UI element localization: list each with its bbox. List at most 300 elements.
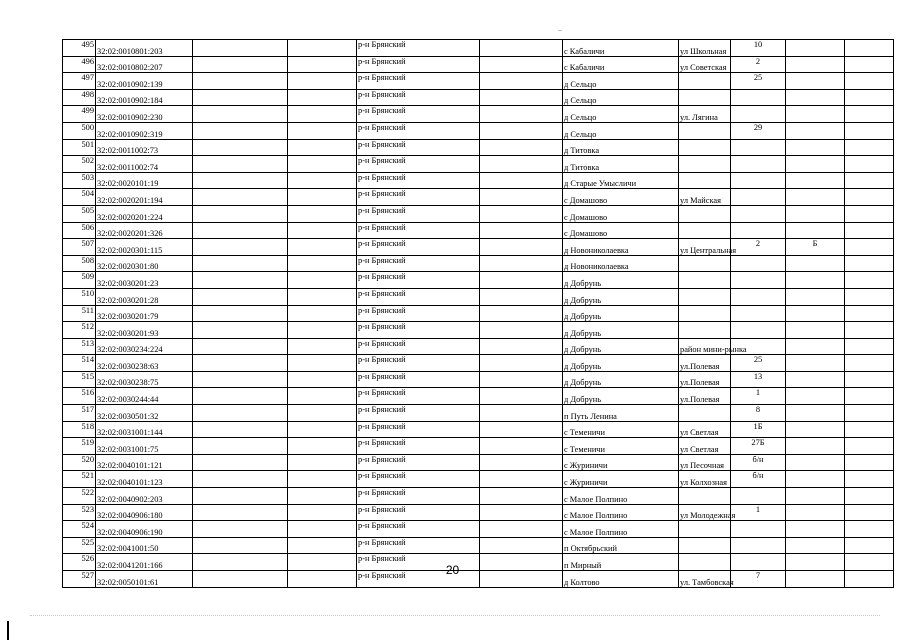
district-cell: р-н Брянский <box>357 122 480 139</box>
empty-cell <box>480 454 563 471</box>
empty-cell <box>845 156 894 173</box>
locality-cell: д Новониколаевка <box>563 239 679 256</box>
empty-cell <box>193 388 288 405</box>
house-number-cell: 25 <box>731 73 786 90</box>
row-number: 527 <box>63 571 96 588</box>
empty-cell <box>288 272 357 289</box>
cadastral-number: 32:02:0010801:203 <box>96 40 193 57</box>
empty-cell <box>480 355 563 372</box>
empty-cell <box>193 405 288 422</box>
empty-cell <box>480 189 563 206</box>
district-cell: р-н Брянский <box>357 371 480 388</box>
house-number-cell <box>731 322 786 339</box>
house-number-cell: 13 <box>731 371 786 388</box>
empty-cell <box>480 405 563 422</box>
empty-cell <box>480 504 563 521</box>
locality-cell: д Титовка <box>563 156 679 173</box>
row-number: 514 <box>63 355 96 372</box>
cadastral-number: 32:02:0030244:44 <box>96 388 193 405</box>
street-cell <box>679 73 731 90</box>
empty-cell <box>193 272 288 289</box>
scan-artifact <box>558 30 562 31</box>
locality-cell: д Добрунь <box>563 322 679 339</box>
empty-cell <box>288 371 357 388</box>
table-row <box>63 106 894 123</box>
empty-cell <box>288 454 357 471</box>
row-number: 498 <box>63 89 96 106</box>
locality-cell: с Малое Полпино <box>563 488 679 505</box>
locality-cell: с Теменичи <box>563 421 679 438</box>
district-cell: р-н Брянский <box>357 172 480 189</box>
empty-cell <box>288 338 357 355</box>
locality-cell: д Сельцо <box>563 122 679 139</box>
empty-cell <box>480 239 563 256</box>
page-number: 20 <box>445 563 460 577</box>
district-cell: р-н Брянский <box>357 40 480 57</box>
table-row <box>63 355 894 372</box>
street-cell <box>679 222 731 239</box>
house-number-cell <box>731 205 786 222</box>
row-number: 503 <box>63 172 96 189</box>
row-number: 522 <box>63 488 96 505</box>
empty-cell <box>288 288 357 305</box>
empty-cell <box>288 73 357 90</box>
empty-cell <box>845 405 894 422</box>
empty-cell <box>288 305 357 322</box>
house-letter-cell <box>786 288 845 305</box>
empty-cell <box>288 122 357 139</box>
locality-cell: д Добрунь <box>563 371 679 388</box>
row-number: 521 <box>63 471 96 488</box>
street-cell <box>679 488 731 505</box>
empty-cell <box>845 388 894 405</box>
scan-artifact-line <box>30 615 880 617</box>
empty-cell <box>193 471 288 488</box>
cadastral-number: 32:02:0050101:61 <box>96 571 193 588</box>
empty-cell <box>288 172 357 189</box>
street-cell <box>679 322 731 339</box>
row-number: 504 <box>63 189 96 206</box>
registry-table-body <box>63 40 894 588</box>
empty-cell <box>288 405 357 422</box>
street-cell: ул Школьная <box>679 40 731 57</box>
empty-cell <box>480 255 563 272</box>
empty-cell <box>845 537 894 554</box>
empty-cell <box>845 172 894 189</box>
empty-cell <box>480 305 563 322</box>
house-number-cell: 27Б <box>731 438 786 455</box>
house-number-cell: 1 <box>731 388 786 405</box>
street-cell <box>679 288 731 305</box>
locality-cell: д Сельцо <box>563 89 679 106</box>
table-row <box>63 222 894 239</box>
empty-cell <box>480 106 563 123</box>
locality-cell: п Путь Ленина <box>563 405 679 422</box>
cadastral-number: 32:02:0011002:73 <box>96 139 193 156</box>
locality-cell: д Добрунь <box>563 272 679 289</box>
district-cell: р-н Брянский <box>357 239 480 256</box>
empty-cell <box>288 189 357 206</box>
house-letter-cell <box>786 40 845 57</box>
locality-cell: п Октябрьский <box>563 537 679 554</box>
house-letter-cell <box>786 139 845 156</box>
house-letter-cell <box>786 56 845 73</box>
street-cell: ул. Лягина <box>679 106 731 123</box>
empty-cell <box>193 371 288 388</box>
empty-cell <box>288 156 357 173</box>
empty-cell <box>845 272 894 289</box>
cadastral-number: 32:02:0010902:319 <box>96 122 193 139</box>
empty-cell <box>288 421 357 438</box>
house-letter-cell <box>786 322 845 339</box>
empty-cell <box>480 40 563 57</box>
empty-cell <box>193 355 288 372</box>
district-cell: р-н Брянский <box>357 338 480 355</box>
district-cell: р-н Брянский <box>357 388 480 405</box>
locality-cell: д Добрунь <box>563 305 679 322</box>
empty-cell <box>480 156 563 173</box>
cadastral-number: 32:02:0030201:23 <box>96 272 193 289</box>
empty-cell <box>193 156 288 173</box>
house-letter-cell <box>786 272 845 289</box>
empty-cell <box>193 89 288 106</box>
row-number: 507 <box>63 239 96 256</box>
empty-cell <box>288 139 357 156</box>
locality-cell: с Домашово <box>563 222 679 239</box>
empty-cell <box>288 322 357 339</box>
house-letter-cell <box>786 106 845 123</box>
row-number: 509 <box>63 272 96 289</box>
house-number-cell <box>731 222 786 239</box>
empty-cell <box>480 222 563 239</box>
cadastral-number: 32:02:0040902:203 <box>96 488 193 505</box>
house-number-cell: 10 <box>731 40 786 57</box>
empty-cell <box>480 537 563 554</box>
house-letter-cell <box>786 189 845 206</box>
house-letter-cell <box>786 388 845 405</box>
house-letter-cell <box>786 371 845 388</box>
street-cell: ул Молодежная <box>679 504 731 521</box>
house-number-cell: 29 <box>731 122 786 139</box>
empty-cell <box>845 40 894 57</box>
cadastral-number: 32:02:0030234:224 <box>96 338 193 355</box>
cadastral-number: 32:02:0031001:75 <box>96 438 193 455</box>
empty-cell <box>480 471 563 488</box>
empty-cell <box>480 89 563 106</box>
empty-cell <box>845 322 894 339</box>
street-cell: ул Светлая <box>679 421 731 438</box>
empty-cell <box>193 172 288 189</box>
cadastral-number: 32:02:0010902:139 <box>96 73 193 90</box>
empty-cell <box>193 504 288 521</box>
district-cell: р-н Брянский <box>357 405 480 422</box>
district-cell: р-н Брянский <box>357 471 480 488</box>
cadastral-number: 32:02:0020201:224 <box>96 205 193 222</box>
district-cell: р-н Брянский <box>357 288 480 305</box>
house-number-cell <box>731 488 786 505</box>
empty-cell <box>845 521 894 538</box>
street-cell <box>679 172 731 189</box>
table-row <box>63 322 894 339</box>
empty-cell <box>480 272 563 289</box>
row-number: 516 <box>63 388 96 405</box>
district-cell: р-н Брянский <box>357 139 480 156</box>
house-number-cell <box>731 288 786 305</box>
empty-cell <box>480 322 563 339</box>
house-letter-cell <box>786 488 845 505</box>
empty-cell <box>480 56 563 73</box>
locality-cell: д Добрунь <box>563 338 679 355</box>
house-number-cell <box>731 89 786 106</box>
house-number-cell <box>731 537 786 554</box>
cadastral-number: 32:02:0020201:194 <box>96 189 193 206</box>
empty-cell <box>480 139 563 156</box>
empty-cell <box>193 40 288 57</box>
house-number-cell: 7 <box>731 571 786 588</box>
house-letter-cell <box>786 255 845 272</box>
empty-cell <box>193 73 288 90</box>
house-letter-cell <box>786 521 845 538</box>
empty-cell <box>288 388 357 405</box>
registry-table-container <box>62 39 850 588</box>
street-cell: ул Колхозная <box>679 471 731 488</box>
table-row <box>63 338 894 355</box>
locality-cell: д Добрунь <box>563 388 679 405</box>
locality-cell: д Сельцо <box>563 73 679 90</box>
cadastral-number: 32:02:0040101:121 <box>96 454 193 471</box>
empty-cell <box>845 106 894 123</box>
district-cell: р-н Брянский <box>357 571 480 588</box>
empty-cell <box>288 89 357 106</box>
table-row <box>63 471 894 488</box>
locality-cell: д Сельцо <box>563 106 679 123</box>
empty-cell <box>193 189 288 206</box>
row-number: 523 <box>63 504 96 521</box>
empty-cell <box>193 222 288 239</box>
table-row <box>63 438 894 455</box>
house-number-cell <box>731 521 786 538</box>
district-cell: р-н Брянский <box>357 355 480 372</box>
empty-cell <box>193 56 288 73</box>
district-cell: р-н Брянский <box>357 106 480 123</box>
district-cell: р-н Брянский <box>357 421 480 438</box>
row-number: 499 <box>63 106 96 123</box>
house-letter-cell <box>786 122 845 139</box>
empty-cell <box>288 222 357 239</box>
locality-cell: с Домашово <box>563 189 679 206</box>
house-letter-cell <box>786 222 845 239</box>
empty-cell <box>288 471 357 488</box>
cadastral-number: 32:02:0030201:93 <box>96 322 193 339</box>
empty-cell <box>845 305 894 322</box>
cadastral-number: 32:02:0040906:180 <box>96 504 193 521</box>
house-number-cell: б/н <box>731 454 786 471</box>
table-row <box>63 405 894 422</box>
empty-cell <box>845 222 894 239</box>
street-cell <box>679 122 731 139</box>
table-row <box>63 537 894 554</box>
table-row <box>63 189 894 206</box>
row-number: 511 <box>63 305 96 322</box>
district-cell: р-н Брянский <box>357 554 480 571</box>
house-letter-cell <box>786 504 845 521</box>
table-row <box>63 488 894 505</box>
house-number-cell <box>731 189 786 206</box>
empty-cell <box>845 89 894 106</box>
table-row <box>63 73 894 90</box>
empty-cell <box>845 288 894 305</box>
house-letter-cell <box>786 205 845 222</box>
house-number-cell <box>731 106 786 123</box>
empty-cell <box>193 139 288 156</box>
empty-cell <box>845 371 894 388</box>
street-cell <box>679 255 731 272</box>
street-cell: ул.Полевая <box>679 371 731 388</box>
house-number-cell <box>731 156 786 173</box>
street-cell <box>679 139 731 156</box>
locality-cell: с Малое Полпино <box>563 521 679 538</box>
house-number-cell <box>731 305 786 322</box>
cadastral-number: 32:02:0011002:74 <box>96 156 193 173</box>
row-number: 526 <box>63 554 96 571</box>
row-number: 524 <box>63 521 96 538</box>
house-letter-cell <box>786 421 845 438</box>
row-number: 515 <box>63 371 96 388</box>
table-row <box>63 40 894 57</box>
house-number-cell: 25 <box>731 355 786 372</box>
empty-cell <box>845 488 894 505</box>
row-number: 506 <box>63 222 96 239</box>
house-number-cell <box>731 139 786 156</box>
row-number: 518 <box>63 421 96 438</box>
district-cell: р-н Брянский <box>357 488 480 505</box>
row-number: 496 <box>63 56 96 73</box>
cadastral-number: 32:02:0041201:166 <box>96 554 193 571</box>
row-number: 500 <box>63 122 96 139</box>
house-letter-cell <box>786 438 845 455</box>
empty-cell <box>288 255 357 272</box>
house-letter-cell <box>786 305 845 322</box>
table-row <box>63 421 894 438</box>
street-cell <box>679 305 731 322</box>
cadastral-number: 32:02:0040906:190 <box>96 521 193 538</box>
street-cell <box>679 156 731 173</box>
house-number-cell <box>731 172 786 189</box>
row-number: 508 <box>63 255 96 272</box>
house-letter-cell <box>786 73 845 90</box>
district-cell: р-н Брянский <box>357 156 480 173</box>
empty-cell <box>845 421 894 438</box>
cadastral-number: 32:02:0010902:184 <box>96 89 193 106</box>
empty-cell <box>288 438 357 455</box>
empty-cell <box>193 322 288 339</box>
cadastral-number: 32:02:0020301:80 <box>96 255 193 272</box>
house-letter-cell <box>786 471 845 488</box>
street-cell: ул Центральная <box>679 239 731 256</box>
empty-cell <box>288 56 357 73</box>
empty-cell <box>193 338 288 355</box>
row-number: 501 <box>63 139 96 156</box>
empty-cell <box>193 106 288 123</box>
empty-cell <box>193 255 288 272</box>
district-cell: р-н Брянский <box>357 521 480 538</box>
table-row <box>63 371 894 388</box>
house-number-cell: 2 <box>731 56 786 73</box>
empty-cell <box>193 488 288 505</box>
house-number-cell <box>731 272 786 289</box>
empty-cell <box>480 122 563 139</box>
district-cell: р-н Брянский <box>357 438 480 455</box>
empty-cell <box>193 288 288 305</box>
empty-cell <box>193 454 288 471</box>
empty-cell <box>845 338 894 355</box>
street-cell: ул Светлая <box>679 438 731 455</box>
house-letter-cell <box>786 89 845 106</box>
locality-cell: д Новониколаевка <box>563 255 679 272</box>
cadastral-number: 32:02:0030238:75 <box>96 371 193 388</box>
district-cell: р-н Брянский <box>357 205 480 222</box>
row-number: 502 <box>63 156 96 173</box>
district-cell: р-н Брянский <box>357 189 480 206</box>
empty-cell <box>288 355 357 372</box>
cadastral-number: 32:02:0030201:28 <box>96 288 193 305</box>
locality-cell: д Титовка <box>563 139 679 156</box>
empty-cell <box>480 205 563 222</box>
row-number: 520 <box>63 454 96 471</box>
row-number: 517 <box>63 405 96 422</box>
locality-cell: с Домашово <box>563 205 679 222</box>
table-row <box>63 172 894 189</box>
empty-cell <box>845 56 894 73</box>
empty-cell <box>193 438 288 455</box>
locality-cell: д Старые Умысличи <box>563 172 679 189</box>
table-row <box>63 288 894 305</box>
empty-cell <box>288 521 357 538</box>
house-number-cell <box>731 255 786 272</box>
house-letter-cell <box>786 172 845 189</box>
row-number: 495 <box>63 40 96 57</box>
empty-cell <box>845 438 894 455</box>
table-row <box>63 388 894 405</box>
locality-cell: п Мирный <box>563 554 679 571</box>
table-row <box>63 454 894 471</box>
empty-cell <box>845 122 894 139</box>
table-row <box>63 89 894 106</box>
empty-cell <box>193 537 288 554</box>
table-row <box>63 305 894 322</box>
street-cell: ул.Полевая <box>679 355 731 372</box>
locality-cell: д Добрунь <box>563 355 679 372</box>
empty-cell <box>193 205 288 222</box>
empty-cell <box>193 421 288 438</box>
locality-cell: д Добрунь <box>563 288 679 305</box>
street-cell <box>679 272 731 289</box>
cadastral-number: 32:02:0010802:207 <box>96 56 193 73</box>
empty-cell <box>288 488 357 505</box>
row-number: 510 <box>63 288 96 305</box>
house-letter-cell: Б <box>786 239 845 256</box>
cadastral-number: 32:02:0010902:230 <box>96 106 193 123</box>
locality-cell: с Журиничи <box>563 454 679 471</box>
street-cell: ул Майская <box>679 189 731 206</box>
empty-cell <box>480 73 563 90</box>
street-cell: ул Песочная <box>679 454 731 471</box>
empty-cell <box>845 205 894 222</box>
empty-cell <box>845 189 894 206</box>
locality-cell: д Колтово <box>563 571 679 588</box>
locality-cell: с Кабаличи <box>563 56 679 73</box>
registry-table <box>62 39 894 588</box>
